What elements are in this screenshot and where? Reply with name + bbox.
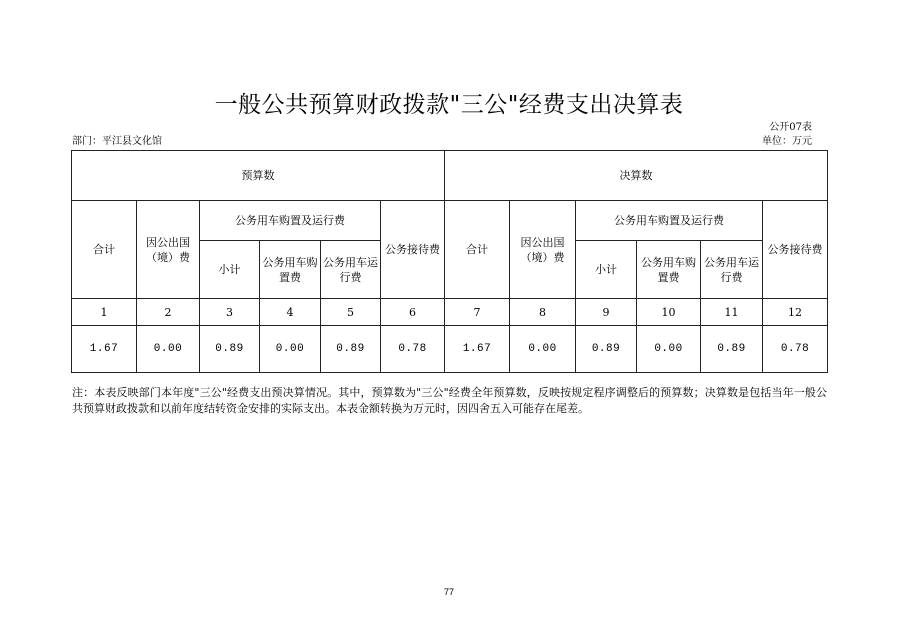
column-number: 12 bbox=[763, 299, 828, 326]
final-group-header: 决算数 bbox=[445, 151, 828, 201]
table-code: 公开07表 bbox=[769, 122, 812, 133]
column-header-row bbox=[72, 201, 828, 241]
final-vehicle-purchase-value: 0.00 bbox=[637, 326, 701, 373]
value-row bbox=[72, 326, 828, 373]
column-number: 9 bbox=[576, 299, 637, 326]
budget-vehicle-group-header: 公务用车购置及运行费 bbox=[200, 201, 381, 241]
page-number: 77 bbox=[443, 587, 454, 597]
budget-reception-value: 0.78 bbox=[381, 326, 445, 373]
final-vehicle-subtotal-value: 0.89 bbox=[576, 326, 637, 373]
page-title: 一般公共预算财政拨款"三公"经费支出决算表 bbox=[214, 92, 684, 118]
column-number: 3 bbox=[200, 299, 260, 326]
budget-vehicle-purchase-header: 公务用车购置费 bbox=[260, 241, 321, 299]
column-number: 1 bbox=[72, 299, 137, 326]
budget-vehicle-operation-value: 0.89 bbox=[321, 326, 381, 373]
department-label: 部门：平江县文化馆 bbox=[72, 136, 162, 147]
final-abroad-header: 因公出国（境）费 bbox=[510, 201, 576, 299]
column-number: 11 bbox=[701, 299, 763, 326]
final-vehicle-purchase-header: 公务用车购置费 bbox=[637, 241, 701, 299]
column-number-row bbox=[72, 299, 828, 326]
final-abroad-value: 0.00 bbox=[510, 326, 576, 373]
budget-reception-header: 公务接待费 bbox=[381, 201, 445, 299]
final-vehicle-group-header: 公务用车购置及运行费 bbox=[576, 201, 763, 241]
final-reception-header: 公务接待费 bbox=[763, 201, 828, 299]
budget-vehicle-subtotal-header: 小计 bbox=[200, 241, 260, 299]
final-total-value: 1.67 bbox=[445, 326, 510, 373]
budget-vehicle-purchase-value: 0.00 bbox=[260, 326, 321, 373]
final-vehicle-subtotal-header: 小计 bbox=[576, 241, 637, 299]
budget-abroad-header: 因公出国（境）费 bbox=[137, 201, 200, 299]
three-public-expenses-table bbox=[71, 150, 828, 373]
column-number: 5 bbox=[321, 299, 381, 326]
group-header-row bbox=[72, 151, 828, 201]
budget-total-value: 1.67 bbox=[72, 326, 137, 373]
budget-vehicle-subtotal-value: 0.89 bbox=[200, 326, 260, 373]
final-vehicle-operation-value: 0.89 bbox=[701, 326, 763, 373]
budget-group-header: 预算数 bbox=[72, 151, 445, 201]
column-number: 2 bbox=[137, 299, 200, 326]
column-number: 8 bbox=[510, 299, 576, 326]
column-number: 7 bbox=[445, 299, 510, 326]
column-number: 6 bbox=[381, 299, 445, 326]
column-number: 4 bbox=[260, 299, 321, 326]
final-vehicle-operation-header: 公务用车运行费 bbox=[701, 241, 763, 299]
budget-total-header: 合计 bbox=[72, 201, 137, 299]
column-number: 10 bbox=[637, 299, 701, 326]
table-note: 注：本表反映部门本年度"三公"经费支出预决算情况。其中，预算数为"三公"经费全年预算数，反映按规定程序调整后的预算数；决算数是包括当年一般公共预算财政拨款和以前年度结转资金安排的实际支出。本表金额转换为万元时，因四舍五入可能存在尾差。 bbox=[72, 386, 827, 415]
unit-label: 单位：万元 bbox=[762, 136, 812, 147]
final-reception-value: 0.78 bbox=[763, 326, 828, 373]
budget-abroad-value: 0.00 bbox=[137, 326, 200, 373]
budget-vehicle-operation-header: 公务用车运行费 bbox=[321, 241, 381, 299]
final-total-header: 合计 bbox=[445, 201, 510, 299]
